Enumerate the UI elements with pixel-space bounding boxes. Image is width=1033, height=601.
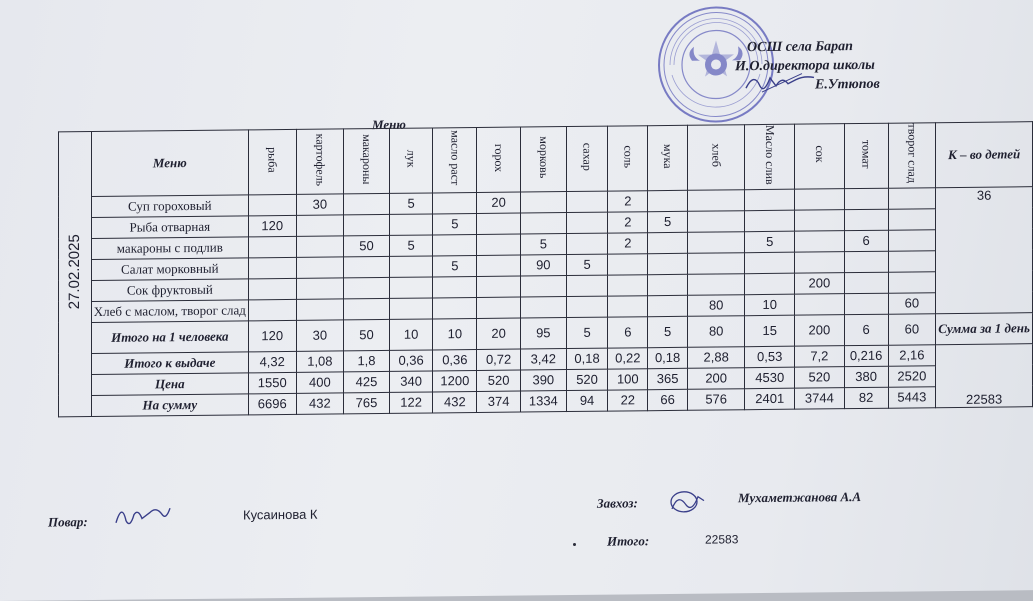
dish-name: Суп гороховый <box>91 195 248 218</box>
dish-quantity-cell <box>296 278 344 299</box>
price-cell: 425 <box>344 371 390 392</box>
amount-cell: 66 <box>648 389 688 410</box>
to-issue-cell: 0,72 <box>477 349 521 370</box>
amount-cell: 6696 <box>248 393 296 414</box>
dish-quantity-cell <box>745 189 795 211</box>
price-cell: 100 <box>608 368 648 389</box>
dish-quantity-cell <box>795 251 845 273</box>
dish-name: Хлеб с маслом, творог слад <box>91 300 248 323</box>
dish-quantity-cell <box>296 215 344 236</box>
price-cell: 400 <box>296 372 344 393</box>
product-name: Масло слив <box>763 124 778 185</box>
dish-quantity-cell: 30 <box>296 194 344 215</box>
amount-cell: 3744 <box>795 387 845 409</box>
dish-quantity-cell <box>608 253 648 274</box>
to-issue-cell: 0,18 <box>566 348 608 369</box>
menu-date: 27.02.2025 <box>66 234 84 310</box>
per-person-cell: 10 <box>389 319 433 350</box>
amount-cell: 1334 <box>520 390 566 411</box>
price-cell: 390 <box>520 369 566 390</box>
total-value: 22583 <box>705 532 739 547</box>
to-issue-cell: 0,36 <box>389 350 433 371</box>
product-header <box>520 127 566 192</box>
product-header <box>296 129 344 194</box>
day-sum-value: 22583 <box>936 343 1033 407</box>
dish-quantity-cell: 2 <box>608 211 648 232</box>
per-person-cell: 60 <box>888 313 936 344</box>
dish-quantity-cell <box>296 257 344 278</box>
price-cell: 2520 <box>888 365 936 386</box>
price-cell: 340 <box>389 371 433 392</box>
dish-quantity-cell <box>566 233 608 254</box>
dish-quantity-cell: 6 <box>844 230 888 251</box>
amount-cell: 94 <box>566 390 608 411</box>
amount-cell: 576 <box>687 388 744 410</box>
dish-name: макароны с подлив <box>91 237 248 260</box>
dish-quantity-cell <box>608 295 648 316</box>
to-issue-cell: 0,22 <box>608 347 648 368</box>
amount-cell: 2401 <box>745 388 795 410</box>
menu-column-header: Меню <box>91 130 248 196</box>
price-cell: 1200 <box>433 370 477 391</box>
dish-quantity-cell: 20 <box>477 192 521 213</box>
kids-count: 36 <box>936 186 1033 313</box>
per-person-cell: 6 <box>844 314 888 345</box>
dish-quantity-cell <box>566 191 608 212</box>
dish-quantity-cell: 5 <box>520 233 566 254</box>
dish-quantity-cell <box>520 296 566 317</box>
dish-quantity-cell <box>477 213 521 234</box>
to-issue-cell: 0,53 <box>745 346 795 368</box>
amount-cell: 765 <box>344 392 390 413</box>
product-header <box>648 125 688 190</box>
product-header <box>566 126 608 191</box>
product-name: хлеб <box>709 143 724 168</box>
dish-quantity-cell <box>795 209 845 231</box>
per-person-cell: 5 <box>648 316 688 347</box>
dish-quantity-cell <box>477 297 521 318</box>
dish-quantity-cell <box>566 275 608 296</box>
dish-quantity-cell: 90 <box>520 254 566 275</box>
dish-quantity-cell <box>687 273 744 295</box>
dish-quantity-cell <box>477 276 521 297</box>
dish-quantity-cell <box>433 297 477 318</box>
dish-quantity-cell <box>687 231 744 253</box>
dish-quantity-cell <box>648 274 688 295</box>
dish-quantity-cell <box>248 194 296 215</box>
product-header <box>745 124 795 189</box>
to-issue-cell: 3,42 <box>520 348 566 369</box>
dish-quantity-cell <box>344 298 390 319</box>
cook-name: Кусаинова К <box>243 506 318 523</box>
dish-name: Рыба отварная <box>91 216 248 239</box>
dish-quantity-cell: 5 <box>389 193 433 214</box>
to-issue-cell: 2,16 <box>888 344 936 365</box>
dish-quantity-cell <box>648 253 688 274</box>
per-person-cell: 120 <box>248 320 296 351</box>
product-header <box>795 124 845 189</box>
product-header <box>248 129 296 194</box>
dish-quantity-cell <box>344 256 390 277</box>
dish-quantity-cell: 2 <box>608 190 648 211</box>
dish-quantity-cell: 5 <box>433 213 477 234</box>
product-name: лук <box>404 149 419 168</box>
product-name: масло раст <box>448 130 463 186</box>
dish-quantity-cell <box>888 187 936 208</box>
dish-quantity-cell <box>795 293 845 315</box>
product-header <box>389 128 433 193</box>
dish-quantity-cell <box>477 234 521 255</box>
to-issue-cell: 0,36 <box>433 349 477 370</box>
dish-quantity-cell <box>344 193 390 214</box>
dish-name: Салат морковный <box>91 258 248 281</box>
amount-cell: 374 <box>477 391 521 412</box>
amount-cell: 432 <box>296 393 344 414</box>
to-issue-cell: 4,32 <box>248 351 296 372</box>
dish-quantity-cell <box>389 214 433 235</box>
school-name: ОСШ села Барап <box>747 39 853 56</box>
dish-quantity-cell <box>687 210 744 232</box>
dish-quantity-cell <box>520 275 566 296</box>
product-header <box>888 123 936 188</box>
to-issue-label: Итого к выдаче <box>91 352 248 375</box>
dish-quantity-cell <box>566 296 608 317</box>
ink-dot <box>573 543 576 546</box>
dish-quantity-cell <box>745 210 795 232</box>
kids-count-header: К – во детей <box>936 122 1033 188</box>
dish-quantity-cell <box>888 208 936 229</box>
dish-quantity-cell <box>648 190 688 211</box>
dish-quantity-cell <box>248 257 296 278</box>
product-name: сок <box>812 145 827 163</box>
dish-quantity-cell: 80 <box>687 294 744 316</box>
director-name: Е.Утюпов <box>815 76 880 93</box>
director-title: И.О.директора школы <box>735 57 875 75</box>
per-person-cell: 80 <box>687 315 744 347</box>
per-person-cell: 30 <box>296 320 344 351</box>
per-person-cell: 6 <box>608 316 648 347</box>
dish-quantity-cell: 50 <box>344 235 390 256</box>
per-person-cell: 10 <box>433 318 477 349</box>
to-issue-cell: 7,2 <box>795 345 845 367</box>
director-signature <box>742 67 822 96</box>
product-name: рыба <box>265 147 280 173</box>
document-title: Меню <box>372 116 406 133</box>
menu-table <box>58 121 1033 417</box>
storekeeper-name: Мухаметжанова А.А <box>738 488 862 506</box>
to-issue-cell: 2,88 <box>687 346 744 368</box>
dish-quantity-cell <box>296 236 344 257</box>
per-person-label: Итого на 1 человека <box>91 321 248 354</box>
per-person-cell: 20 <box>477 318 521 349</box>
dish-quantity-cell: 5 <box>745 231 795 253</box>
amount-cell: 432 <box>433 391 477 412</box>
dish-quantity-cell <box>844 209 888 230</box>
dish-quantity-cell: 5 <box>389 235 433 256</box>
dish-quantity-cell <box>344 214 390 235</box>
per-person-cell: 200 <box>795 314 845 346</box>
amount-cell: 82 <box>844 387 888 408</box>
dish-quantity-cell <box>844 188 888 209</box>
price-cell: 380 <box>844 366 888 387</box>
price-cell: 365 <box>648 368 688 389</box>
dish-quantity-cell: 120 <box>248 215 296 236</box>
dish-quantity-cell <box>389 298 433 319</box>
dish-quantity-cell: 5 <box>433 255 477 276</box>
per-person-cell: 50 <box>344 319 390 350</box>
dish-quantity-cell <box>248 278 296 299</box>
per-person-cell: 15 <box>745 315 795 347</box>
dish-quantity-cell <box>687 252 744 274</box>
product-header <box>687 125 744 190</box>
dish-quantity-cell: 5 <box>648 211 688 232</box>
product-name: мука <box>661 143 676 169</box>
product-name: горох <box>492 143 507 172</box>
product-name: творог слад <box>905 123 920 184</box>
amount-cell: 122 <box>389 392 433 413</box>
date-cell <box>59 132 92 417</box>
price-cell: 520 <box>795 366 845 388</box>
dish-quantity-cell <box>389 277 433 298</box>
dish-quantity-cell <box>687 189 744 211</box>
price-cell: 520 <box>566 369 608 390</box>
per-person-cell: 95 <box>520 317 566 348</box>
product-name: картофель <box>313 133 328 186</box>
product-header <box>608 126 648 191</box>
product-name: соль <box>621 144 636 168</box>
dish-quantity-cell <box>389 256 433 277</box>
product-name: сахар <box>580 142 595 171</box>
product-name: макароны <box>359 133 374 185</box>
dish-quantity-cell <box>433 234 477 255</box>
dish-quantity-cell: 5 <box>566 254 608 275</box>
product-header <box>433 128 477 193</box>
to-issue-cell: 1,08 <box>296 351 344 372</box>
dish-quantity-cell <box>433 192 477 213</box>
dish-quantity-cell <box>248 236 296 257</box>
amount-cell: 22 <box>608 389 648 410</box>
to-issue-cell: 0,18 <box>648 347 688 368</box>
dish-quantity-cell <box>566 212 608 233</box>
product-name: морковь <box>536 136 551 179</box>
storekeeper-signature <box>664 487 708 517</box>
dish-quantity-cell <box>888 229 936 250</box>
dish-quantity-cell <box>745 273 795 295</box>
dish-quantity-cell: 200 <box>795 272 845 294</box>
price-cell: 200 <box>687 367 744 389</box>
dish-quantity-cell <box>248 299 296 320</box>
price-cell: 520 <box>477 370 521 391</box>
to-issue-cell: 0,216 <box>844 345 888 366</box>
dish-name: Сок фруктовый <box>91 279 248 302</box>
dish-quantity-cell <box>888 271 936 292</box>
dish-quantity-cell <box>520 191 566 212</box>
product-header <box>344 128 390 193</box>
table-header-row <box>59 122 1033 197</box>
product-name: томат <box>859 139 874 169</box>
dish-quantity-cell <box>844 293 888 314</box>
total-label: Итого: <box>607 533 650 549</box>
dish-quantity-cell <box>648 232 688 253</box>
dish-quantity-cell <box>844 251 888 272</box>
product-header <box>477 127 521 192</box>
dish-quantity-cell <box>344 277 390 298</box>
price-cell: 4530 <box>745 367 795 389</box>
product-header <box>844 123 888 188</box>
amount-label: На сумму <box>91 394 248 417</box>
price-cell: 1550 <box>248 372 296 393</box>
dish-quantity-cell <box>745 252 795 274</box>
dish-quantity-cell <box>296 299 344 320</box>
per-person-cell: 5 <box>566 317 608 348</box>
dish-quantity-cell <box>888 250 936 271</box>
dish-quantity-cell: 2 <box>608 232 648 253</box>
day-sum-label: Сумма за 1 день <box>936 312 1033 344</box>
storekeeper-label: Завхоз: <box>597 495 638 511</box>
dish-quantity-cell <box>795 230 845 252</box>
dish-quantity-cell <box>795 188 845 210</box>
cook-label: Повар: <box>48 514 88 530</box>
cook-signature <box>112 500 174 531</box>
dish-quantity-cell <box>608 274 648 295</box>
dish-quantity-cell: 60 <box>888 292 936 313</box>
to-issue-cell: 1,8 <box>344 350 390 371</box>
dish-quantity-cell <box>477 255 521 276</box>
amount-cell: 5443 <box>888 386 936 407</box>
dish-quantity-cell: 10 <box>745 294 795 316</box>
dish-quantity-cell <box>520 212 566 233</box>
dish-quantity-cell <box>648 295 688 316</box>
dish-quantity-cell <box>844 272 888 293</box>
dish-quantity-cell <box>433 276 477 297</box>
price-label: Цена <box>91 373 248 396</box>
